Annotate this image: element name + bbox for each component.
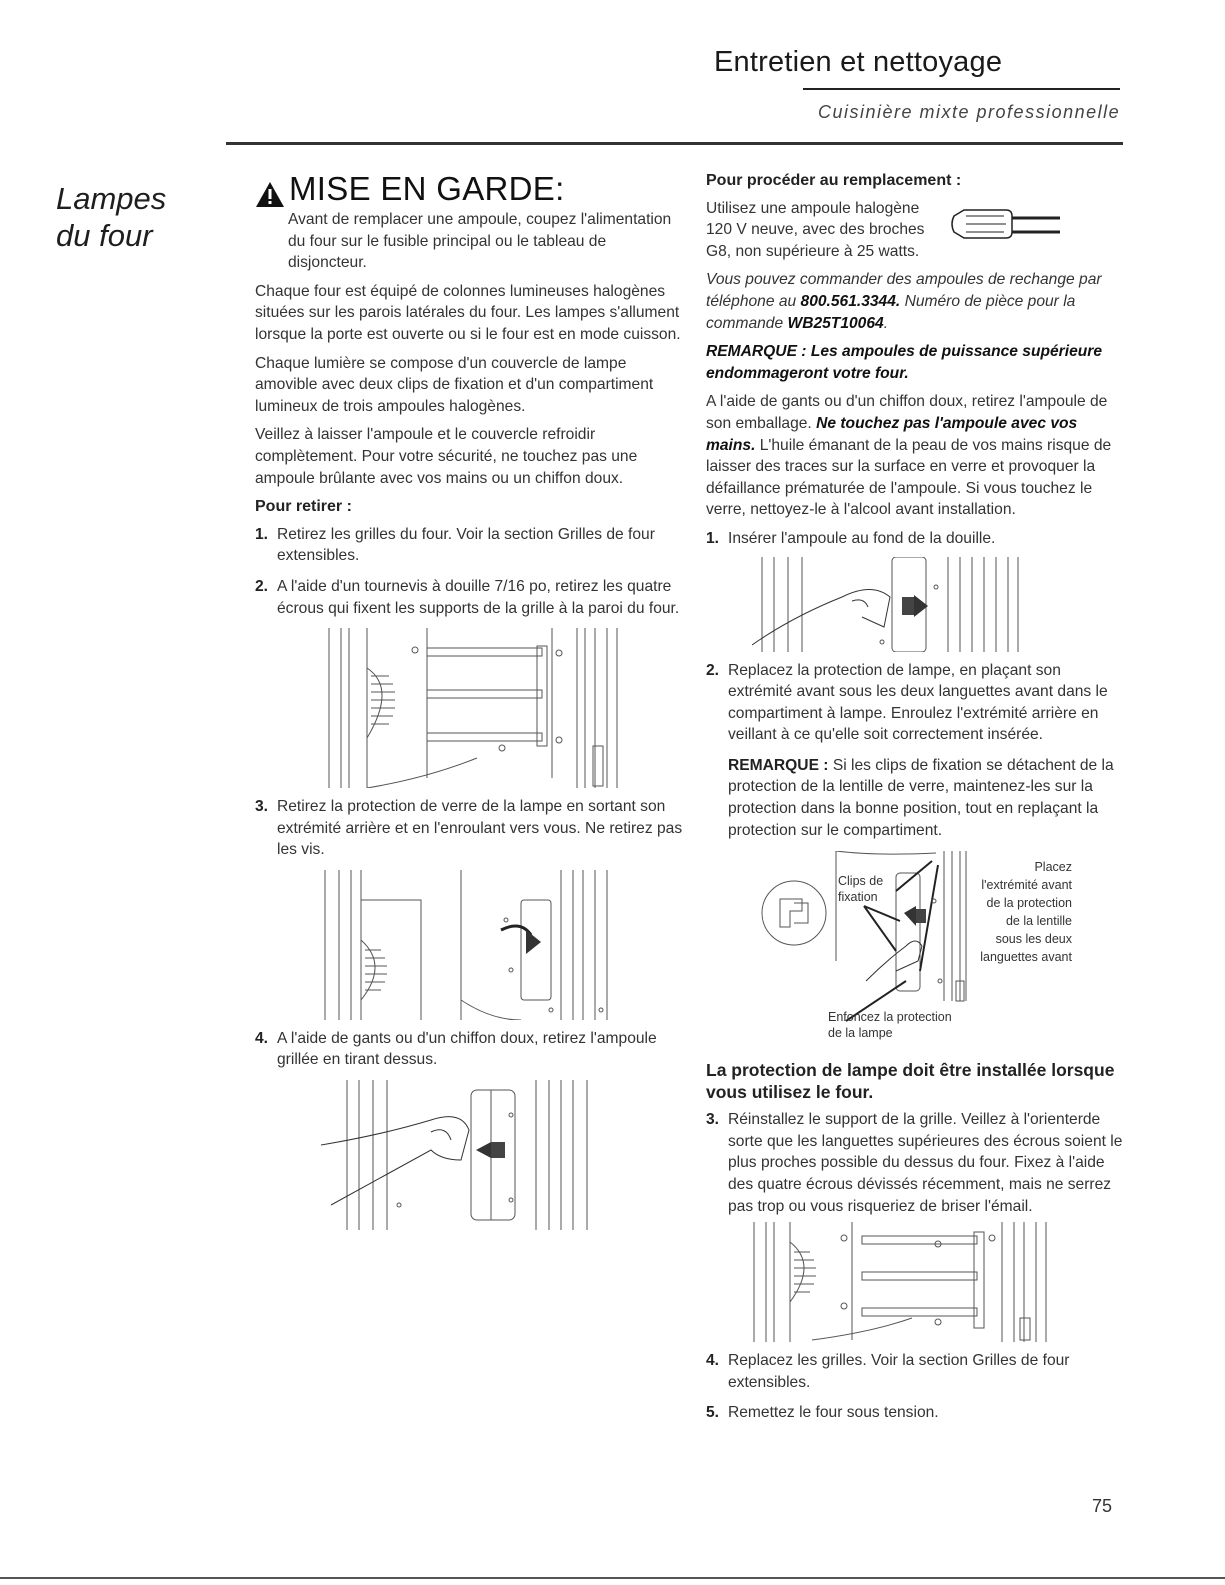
section-title: Entretien et nettoyage — [714, 46, 1003, 78]
callout-push-line1: Enfoncez la protection — [828, 1010, 952, 1025]
callout-push-line2: de la lampe — [828, 1026, 893, 1041]
gloves-warning: Ne touchez pas l'ampoule avec vos mains. — [706, 414, 1078, 454]
paragraph-cool-down: Veillez à laisser l'ampoule et le couvercle refroidir complètement. Pour votre sécurité, ne touchez pas une ampoule brûlante avec vos mains ou un chiffon doux. — [255, 426, 638, 487]
order-text-pre: Vous pouvez commander des ampoules de rechange par téléphone au — [706, 271, 1102, 310]
reinstall-rack-illustration — [752, 1222, 1052, 1342]
callout-place-line4: de la lentille — [1005, 914, 1072, 929]
insert-bulb-illustration — [752, 557, 1042, 652]
side-heading — [56, 180, 166, 254]
bottom-rule — [0, 1577, 1225, 1579]
paragraph-halogen-columns: Chaque four est équipé de colonnes lumineuses halogènes situées sur les parois latérales du four. Les lampes s'allument lorsque la porte est ouverte ou si le four est en mode cuisson. — [255, 282, 681, 343]
replace-step-3 — [706, 1109, 1124, 1217]
callout-clips-line2: fixation — [838, 890, 878, 905]
step-text: Remettez le four sous tension. — [728, 1404, 939, 1422]
step-text: Retirez les grilles du four. Voir la section Grilles de four extensibles. — [277, 525, 655, 565]
lamp-cover-callout-illustration — [756, 851, 1096, 1051]
right-column — [706, 170, 1124, 1433]
callout-place-line3: de la protection — [986, 896, 1072, 911]
bulb-spec-text: Utilisez une ampoule halogène 120 V neuve, avec des broches G8, non supérieure à 25 watts. — [706, 199, 925, 260]
left-column — [255, 170, 685, 1238]
step-text: A l'aide de gants ou d'un chiffon doux, retirez l'ampoule grillée en tirant dessus. — [277, 1029, 657, 1069]
replace-heading: Pour procéder au remplacement : — [706, 172, 962, 189]
callout-place-line6: languettes avant — [980, 950, 1072, 965]
remove-bulb-illustration — [311, 1080, 611, 1230]
step-number: 2. — [706, 661, 720, 679]
step-text: Insérer l'ampoule au fond de la douille. — [728, 529, 996, 547]
warning-triangle-icon — [255, 180, 285, 208]
order-text-mid: Numéro de pièce pour la commande — [706, 292, 1076, 332]
header-divider — [226, 142, 1123, 145]
step-number: 1. — [706, 529, 720, 547]
replace-step-1 — [706, 528, 1124, 550]
callout-place-line2: l'extrémité avant — [981, 878, 1072, 893]
step-number: 4. — [706, 1352, 720, 1370]
side-heading-line1: Lampes — [56, 181, 167, 216]
step-number: 4. — [255, 1029, 269, 1047]
page-number: 75 — [1092, 1496, 1113, 1516]
step-number: 5. — [706, 1404, 720, 1422]
step-number: 3. — [706, 1111, 720, 1129]
replace-step-5 — [706, 1402, 1124, 1424]
subtitle: Cuisinière mixte professionnelle — [818, 102, 1121, 122]
step-number: 3. — [255, 798, 269, 816]
gloves-text-pre: A l'aide de gants ou d'un chiffon doux, retirez l'ampoule de son emballage. — [706, 393, 1108, 432]
order-part-number: WB25T10064 — [787, 314, 884, 332]
order-text-end: . — [883, 314, 889, 332]
step-number: 1. — [255, 525, 269, 543]
glass-cover-illustration — [321, 870, 621, 1020]
gloves-text-post: L'huile émanant de la peau de vos mains risque de laisser des traces sur la surface en verre et provoquer la défaillance prématurée de l'ampoule. Si vous touchez le verre, nettoyez-le à l'alcool avant installation. — [706, 436, 1112, 519]
order-phone: 800.561.3344. — [800, 292, 901, 310]
warning-title-text: MISE EN GARDE: — [289, 170, 565, 207]
remove-step-2 — [255, 576, 685, 619]
step-text: Replacez les grilles. Voir la section Grilles de four extensibles. — [728, 1352, 1070, 1391]
replace-step-2 — [706, 660, 1124, 746]
remove-step-1 — [255, 524, 685, 567]
warning-title — [255, 170, 685, 208]
callout-clips-line1: Clips de — [838, 874, 884, 889]
remove-heading: Pour retirer : — [255, 498, 352, 516]
gloves-paragraph — [706, 391, 1124, 521]
wattage-remark: REMARQUE : Les ampoules de puissance supérieure endommageront votre four. — [706, 343, 1103, 382]
bulb-spec-row — [706, 198, 1124, 270]
warning-text: Avant de remplacer une ampoule, coupez l'alimentation du four sur le fusible principal ou le tableau de disjoncteur. — [288, 211, 672, 272]
remove-step-4 — [255, 1028, 685, 1071]
install-warning-heading: La protection de lampe doit être installée lorsque vous utilisez le four. — [706, 1060, 1115, 1103]
remove-step-3 — [255, 796, 685, 861]
title-rule — [803, 88, 1120, 90]
step-number: 2. — [255, 577, 269, 595]
paragraph-lamp-composition: Chaque lumière se compose d'un couvercle de lampe amovible avec deux clips de fixation et d'un compartiment lumineux de trois ampoules halogènes. — [255, 354, 654, 415]
step-text: A l'aide d'un tournevis à douille 7/16 po, retirez les quatre écrous qui fixent les supports de la grille à la paroi du four. — [277, 577, 680, 617]
clips-remark — [706, 755, 1124, 841]
callout-place-line1: Placez — [1034, 860, 1072, 875]
step-text: Réinstallez le support de la grille. Veillez à l'orienterde sorte que les languettes supérieures des écrous soient le plus proches possible du dessus du four. Fixez à l'aide des quatre écrous dévissés récemment, mais ne serrez pas trop ou vous risqueriez de briser l'émail. — [728, 1111, 1123, 1215]
order-info — [706, 269, 1124, 334]
step-text: Replacez la protection de lampe, en plaçant son extrémité avant sous les deux languettes avant dans le compartiment à lampe. Enroulez l'extrémité arrière en veillant à ce qu'elle soit correctement insérée. — [728, 661, 1108, 744]
step-text: Retirez la protection de verre de la lampe en sortant son extrémité arrière et en l'enroulant vers vous. Ne retirez pas les vis. — [277, 798, 683, 859]
clips-remark-text: Si les clips de fixation se détachent de la protection de la lentille de verre, maintenez-les sur la protection dans la bonne position, tout en replaçant la protection sur le compartiment. — [728, 756, 1114, 839]
clips-remark-label: REMARQUE : — [728, 756, 829, 774]
side-heading-line2: du four — [56, 218, 153, 253]
rack-support-illustration — [327, 628, 627, 788]
halogen-bulb-icon — [948, 202, 1068, 246]
callout-place-line5: sous les deux — [995, 932, 1072, 947]
replace-step-4 — [706, 1350, 1124, 1393]
